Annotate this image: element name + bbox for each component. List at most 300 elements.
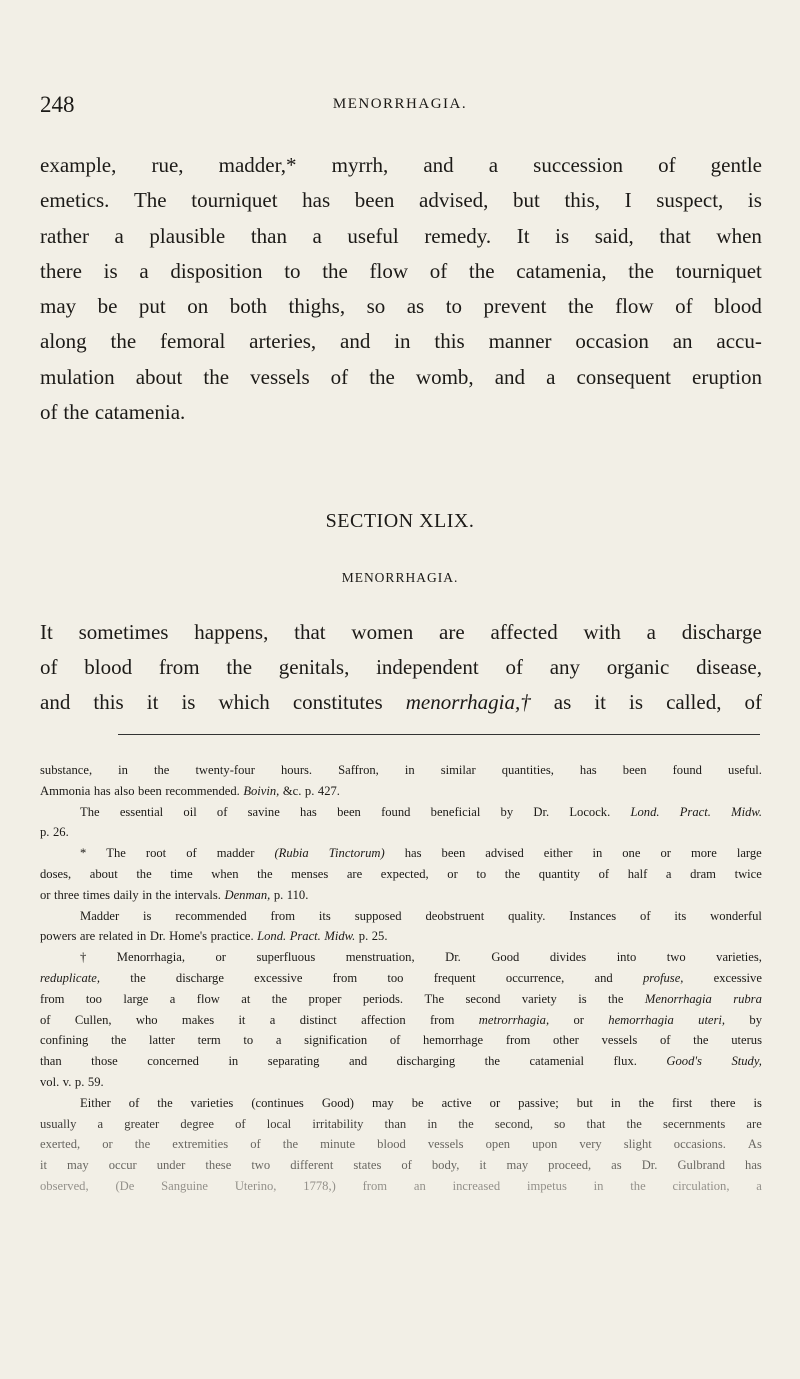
word: separating xyxy=(267,1054,320,1069)
word: 59. xyxy=(87,1074,104,1089)
word: so xyxy=(366,294,386,319)
word: a xyxy=(312,223,322,248)
word: women xyxy=(351,620,414,644)
word: three xyxy=(54,887,80,902)
word: p. xyxy=(358,929,369,944)
word: so xyxy=(554,1116,566,1131)
word: the xyxy=(638,1095,655,1110)
word: is xyxy=(143,908,152,923)
word: from xyxy=(332,970,358,985)
word: at xyxy=(241,991,251,1006)
word: suspect, xyxy=(656,188,724,213)
word: supposed xyxy=(354,908,402,923)
word: body, xyxy=(431,1158,460,1173)
word: the xyxy=(130,970,146,985)
word: practice. xyxy=(210,929,254,944)
word: about xyxy=(135,364,183,389)
word: the xyxy=(155,887,171,902)
word: doses, xyxy=(40,866,72,881)
word: 25. xyxy=(371,929,388,944)
word: this xyxy=(93,690,124,714)
footnote-line xyxy=(40,1072,762,1093)
word: there xyxy=(710,1095,736,1110)
word: vessels xyxy=(601,1033,638,1048)
word: twenty-four xyxy=(195,763,255,777)
word: but xyxy=(513,188,540,213)
word: vessels xyxy=(250,364,310,389)
word: first xyxy=(672,1095,693,1110)
word: greater xyxy=(124,1116,160,1131)
word: powers xyxy=(40,929,77,944)
word: and xyxy=(348,1054,368,1069)
word: flow xyxy=(196,991,220,1006)
word: open xyxy=(485,1137,511,1152)
word: other xyxy=(553,1033,579,1048)
word: confining xyxy=(40,1033,89,1048)
word: of xyxy=(675,294,693,319)
word: Sanguine xyxy=(161,1178,209,1193)
word: local xyxy=(266,1116,292,1131)
word: occasion xyxy=(575,329,649,354)
word: the xyxy=(63,400,90,425)
word: superfluous xyxy=(256,950,316,965)
word: makes xyxy=(181,1012,215,1027)
word: quantities, xyxy=(501,763,554,777)
word: latter xyxy=(149,1033,175,1048)
word: recommended. xyxy=(165,783,240,798)
word: by xyxy=(500,804,514,819)
word: occurrence, xyxy=(505,970,565,985)
word: irritability xyxy=(312,1116,364,1131)
word: by xyxy=(749,1012,762,1027)
word: has xyxy=(579,763,597,777)
word: has xyxy=(93,783,111,798)
word: wonderful xyxy=(710,908,762,923)
word: menstruation, xyxy=(345,950,415,965)
word: or xyxy=(215,950,226,965)
word: deobstruent xyxy=(425,908,485,923)
word: passive; xyxy=(518,1095,559,1110)
word: active xyxy=(441,1095,472,1110)
footnote-line xyxy=(40,1114,762,1135)
word: savine xyxy=(247,804,280,819)
word: mulation xyxy=(40,364,115,389)
footnote-line xyxy=(40,864,762,885)
word: Midw. xyxy=(324,929,356,944)
word: a xyxy=(756,1178,762,1193)
word: is xyxy=(103,258,118,283)
word: concerned xyxy=(147,1054,199,1069)
word: rue, xyxy=(151,153,184,177)
word: plausible xyxy=(149,223,226,248)
word: or xyxy=(660,846,671,861)
word: exerted, xyxy=(40,1137,81,1152)
word: sometimes xyxy=(78,620,169,644)
word: Ammonia xyxy=(40,783,91,798)
word: the xyxy=(626,1116,642,1131)
word: from xyxy=(270,908,296,923)
word: blood xyxy=(714,294,762,319)
word: are xyxy=(439,620,465,644)
footnote-line xyxy=(40,989,762,1010)
word: from xyxy=(429,1012,455,1027)
footnote-line xyxy=(40,1134,762,1155)
word: in xyxy=(394,329,411,354)
text-line xyxy=(40,685,762,720)
word: &c. xyxy=(282,783,302,798)
word: may xyxy=(67,1158,89,1173)
word: an xyxy=(672,329,693,354)
word: of xyxy=(128,1095,140,1110)
word: the xyxy=(468,258,495,283)
section-heading: SECTION XLIX. xyxy=(325,510,475,532)
word: * xyxy=(80,846,87,861)
word: in xyxy=(118,763,128,777)
word: that xyxy=(586,1116,606,1131)
word: vessels xyxy=(427,1137,464,1152)
word: of xyxy=(40,655,58,679)
word: both xyxy=(229,294,268,319)
word: in xyxy=(404,763,415,777)
word: flow xyxy=(615,294,654,319)
word: been xyxy=(354,188,395,213)
word: frequent xyxy=(433,970,476,985)
word: affection xyxy=(361,1012,406,1027)
word: as xyxy=(406,294,425,319)
word: observed, xyxy=(40,1178,89,1193)
word: half xyxy=(627,866,648,881)
word: a xyxy=(646,620,656,644)
word: when xyxy=(211,866,239,881)
word: a xyxy=(665,866,672,881)
word: occur xyxy=(108,1158,137,1173)
word: The xyxy=(133,188,167,213)
word: vol. xyxy=(40,1074,60,1089)
footnote-line xyxy=(40,947,762,968)
word: is xyxy=(747,188,762,213)
word: succession xyxy=(533,153,623,177)
word: manner xyxy=(488,329,552,354)
word: tourniquet xyxy=(675,258,762,283)
word: in xyxy=(610,1095,621,1110)
word: discharging xyxy=(396,1054,456,1069)
footnote-line xyxy=(40,1176,762,1197)
word: p. xyxy=(304,783,315,798)
word: the xyxy=(504,866,521,881)
word: beneficial xyxy=(430,804,481,819)
word: rubra xyxy=(733,991,762,1006)
word: and xyxy=(423,153,454,177)
word: that xyxy=(294,620,326,644)
text-line xyxy=(40,360,762,395)
word: to xyxy=(243,1033,254,1048)
word: flow xyxy=(369,258,409,283)
word: the xyxy=(110,329,137,354)
word: from xyxy=(40,991,65,1006)
word: Dr. xyxy=(533,804,550,819)
word: proceed, xyxy=(548,1158,592,1173)
word: flux. xyxy=(613,1054,637,1069)
word: the xyxy=(134,1137,151,1152)
word: on xyxy=(187,294,209,319)
word: of xyxy=(40,400,58,425)
word: variety xyxy=(521,991,557,1006)
word: happens, xyxy=(194,620,269,644)
word: of xyxy=(640,908,651,923)
word: menses xyxy=(291,866,329,881)
text-line xyxy=(40,324,762,359)
word: different xyxy=(290,1158,334,1173)
word: degree xyxy=(180,1116,214,1131)
word: hemorrhagia xyxy=(608,1012,674,1027)
word: The xyxy=(106,846,126,861)
word: of xyxy=(250,1137,261,1152)
word: is xyxy=(181,690,196,714)
word: in xyxy=(593,1178,604,1193)
word: remedy. xyxy=(424,223,492,248)
word: secernments xyxy=(663,1116,726,1131)
word: Dr. xyxy=(641,1158,658,1173)
word: impetus xyxy=(526,1178,567,1193)
word: the xyxy=(628,258,654,283)
word: its xyxy=(318,908,331,923)
footnote-line xyxy=(40,822,762,843)
word: a xyxy=(269,1012,276,1027)
word: very xyxy=(579,1137,602,1152)
running-head xyxy=(40,92,760,118)
word: to xyxy=(476,866,487,881)
footnote-line xyxy=(40,926,762,947)
word: a xyxy=(169,991,176,1006)
word: useful. xyxy=(728,763,762,777)
word: who xyxy=(135,1012,158,1027)
word: Uterino, xyxy=(234,1178,277,1193)
word: that xyxy=(659,223,691,248)
word: been xyxy=(337,804,361,819)
text-line xyxy=(40,650,762,685)
word: of xyxy=(401,1158,412,1173)
footnote-line xyxy=(40,968,762,989)
word: femoral xyxy=(160,329,226,354)
word: Dr. xyxy=(445,950,461,965)
footnote-line xyxy=(40,843,762,864)
word: which xyxy=(218,690,270,714)
word: there xyxy=(40,258,82,283)
word: or xyxy=(447,866,458,881)
word: about xyxy=(89,866,118,881)
word: this xyxy=(434,329,465,354)
word: the xyxy=(282,1137,299,1152)
word: disposition xyxy=(170,258,263,283)
word: slight xyxy=(623,1137,652,1152)
word: is xyxy=(629,690,644,714)
word: the xyxy=(110,1033,127,1048)
word: the xyxy=(157,1095,173,1110)
word: twice xyxy=(734,866,762,881)
word: may xyxy=(40,294,77,319)
word: these xyxy=(205,1158,232,1173)
word: it xyxy=(238,1012,246,1027)
word: the xyxy=(271,991,288,1006)
word: arteries, xyxy=(249,329,317,354)
word: Gulbrand xyxy=(677,1158,726,1173)
word: womb, xyxy=(415,364,474,389)
word: of xyxy=(658,153,676,177)
word: too xyxy=(85,991,102,1006)
word: discharge xyxy=(681,620,762,644)
word: is xyxy=(578,991,587,1006)
word: two xyxy=(666,950,686,965)
word: or xyxy=(102,1137,113,1152)
word: thighs, xyxy=(288,294,346,319)
word: Cullen, xyxy=(74,1012,112,1027)
word: the xyxy=(203,364,230,389)
word: a xyxy=(139,258,149,283)
word: has xyxy=(300,804,317,819)
word: profuse, xyxy=(642,970,684,985)
word: uteri, xyxy=(698,1012,726,1027)
word: tourniquet xyxy=(191,188,278,213)
word: recommended xyxy=(175,908,247,923)
word: of xyxy=(235,1116,246,1131)
footnote-divider xyxy=(118,734,760,735)
word: quality. xyxy=(508,908,546,923)
word: or xyxy=(489,1095,501,1110)
word: are xyxy=(79,929,96,944)
word: this, xyxy=(564,188,601,213)
word: its xyxy=(674,908,687,923)
word: 110. xyxy=(286,887,309,902)
word: has xyxy=(302,188,331,213)
word: found xyxy=(672,763,702,777)
word: 26. xyxy=(52,825,69,840)
word: a xyxy=(488,153,499,177)
word: from xyxy=(362,1178,388,1193)
word: intervals. xyxy=(174,887,221,902)
word: second xyxy=(465,991,501,1006)
word: too xyxy=(387,970,404,985)
word: (De xyxy=(115,1178,135,1193)
word: usually xyxy=(40,1116,77,1131)
word: second, xyxy=(494,1116,533,1131)
word: states xyxy=(353,1158,382,1173)
word: are xyxy=(346,866,363,881)
footnote-line xyxy=(40,802,762,823)
word: has xyxy=(745,1158,762,1173)
word: proper xyxy=(308,991,342,1006)
word: any xyxy=(549,655,581,679)
word: the xyxy=(484,1054,500,1069)
word: increased xyxy=(452,1178,501,1193)
word: Instances xyxy=(569,908,617,923)
word: from xyxy=(505,1033,531,1048)
word: 1778,) xyxy=(303,1178,336,1193)
word: the xyxy=(369,364,395,389)
word: a xyxy=(97,1116,104,1131)
word: signification xyxy=(304,1033,368,1048)
word: large xyxy=(736,846,762,861)
word: found xyxy=(381,804,411,819)
word: of xyxy=(429,258,448,283)
text-line xyxy=(40,395,762,430)
word: useful xyxy=(347,223,399,248)
word: be xyxy=(97,294,118,319)
word: eruption xyxy=(692,364,762,389)
word: Pract. xyxy=(679,804,711,819)
word: when xyxy=(716,223,762,248)
word: more xyxy=(690,846,717,861)
word: Boivin, xyxy=(243,783,280,798)
word: the xyxy=(154,763,170,777)
word: the xyxy=(630,1178,646,1193)
word: madder xyxy=(216,846,255,861)
word: emetics. xyxy=(40,188,110,213)
word: rather xyxy=(40,223,89,248)
word: term xyxy=(197,1033,221,1048)
word: As xyxy=(747,1137,762,1152)
word: catamenial xyxy=(529,1054,584,1069)
text-line xyxy=(40,148,762,183)
word: Madder xyxy=(80,908,120,923)
word: reduplicate, xyxy=(40,970,101,985)
word: as xyxy=(611,1158,622,1173)
word: those xyxy=(91,1054,118,1069)
word: disease, xyxy=(696,655,762,679)
word: of xyxy=(744,690,762,714)
footnote-line xyxy=(40,1030,762,1051)
word: root xyxy=(145,846,167,861)
word: from xyxy=(158,655,200,679)
word: a xyxy=(546,364,556,389)
word: prevent xyxy=(483,294,547,319)
word: Good xyxy=(491,950,520,965)
word: varieties xyxy=(190,1095,234,1110)
word: Good's xyxy=(666,1054,702,1069)
word: distinct xyxy=(299,1012,337,1027)
word: of xyxy=(186,846,197,861)
word: the xyxy=(458,1116,474,1131)
word: hemorrhage xyxy=(423,1033,484,1048)
footnote-line xyxy=(40,1010,762,1031)
word: Either xyxy=(80,1095,111,1110)
word: with xyxy=(583,620,621,644)
word: constitutes xyxy=(292,690,383,714)
word: the xyxy=(136,866,152,881)
word: divides xyxy=(549,950,587,965)
word: accu- xyxy=(716,329,762,354)
main-text xyxy=(40,148,762,430)
footnote-line xyxy=(40,1155,762,1176)
word: is xyxy=(753,1095,762,1110)
word: times xyxy=(82,887,110,902)
word: The xyxy=(424,991,445,1006)
word: the xyxy=(226,655,253,679)
word: under xyxy=(156,1158,186,1173)
word: metrorrhagia, xyxy=(478,1012,550,1027)
word: madder,* xyxy=(218,153,297,177)
word: in xyxy=(228,1054,239,1069)
word: a xyxy=(114,223,124,248)
word: blood xyxy=(84,655,133,679)
word: be xyxy=(411,1095,424,1110)
running-title: MENORRHAGIA. xyxy=(332,96,468,112)
word: the xyxy=(567,294,594,319)
word: myrrh, xyxy=(331,153,389,177)
page-number: 248 xyxy=(40,92,75,117)
word: an xyxy=(413,1178,426,1193)
word: than xyxy=(250,223,287,248)
word: † xyxy=(80,950,87,965)
